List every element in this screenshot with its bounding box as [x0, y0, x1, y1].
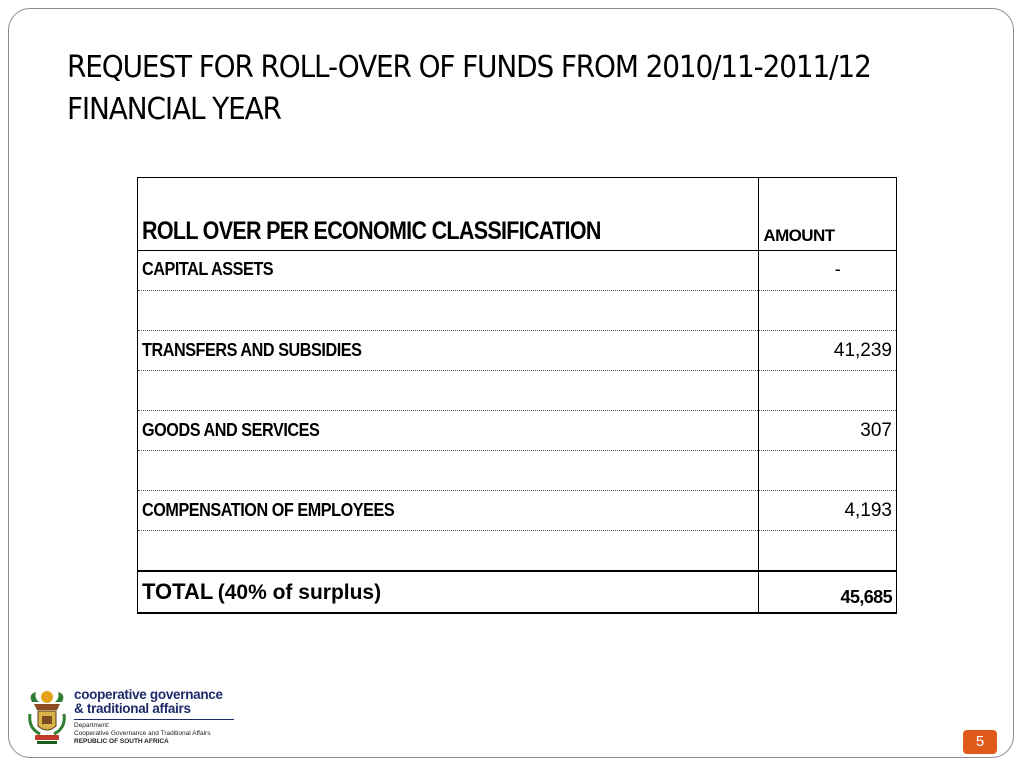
row-amount-compensation: 4,193	[844, 499, 892, 521]
row-amount-transfers: 41,239	[833, 339, 892, 361]
table-spacer-row	[138, 451, 897, 491]
table-header-row	[138, 178, 897, 251]
header-amount-cell	[759, 178, 897, 251]
slide	[8, 8, 1014, 758]
table-row	[138, 491, 897, 531]
row-amount-goods-services: 307	[860, 419, 892, 441]
row-label-transfers: TRANSFERS AND SUBSIDIES	[142, 340, 362, 360]
header-label-cell	[138, 178, 759, 251]
header-amount: AMOUNT	[763, 226, 835, 245]
table-row	[138, 251, 897, 291]
slide-title: REQUEST FOR ROLL-OVER OF FUNDS FROM 2010/11-2011/12 FINANCIAL YEAR	[67, 50, 871, 127]
table-spacer-row	[138, 371, 897, 411]
row-label-compensation: COMPENSATION OF EMPLOYEES	[142, 500, 395, 520]
row-label-capital-assets: CAPITAL ASSETS	[142, 259, 274, 279]
total-note: (40% of surplus)	[217, 580, 382, 604]
total-amount: 45,685	[840, 586, 892, 607]
coat-of-arms-icon	[26, 688, 68, 746]
row-amount-capital-assets: -	[834, 259, 841, 279]
logo-dept-name: Cooperative Governance and Traditional Affairs	[74, 730, 211, 737]
logo-country: REPUBLIC OF SOUTH AFRICA	[74, 738, 169, 745]
table-spacer-row	[138, 291, 897, 331]
total-label: TOTAL	[142, 578, 214, 604]
logo-line-2: & traditional affairs	[74, 701, 191, 716]
page-number-badge: 5	[963, 730, 997, 754]
logo-dept-label: Department:	[74, 722, 110, 729]
table-row	[138, 331, 897, 371]
logo-divider	[74, 719, 234, 720]
department-logo	[26, 688, 256, 748]
header-label: ROLL OVER PER ECONOMIC CLASSIFICATION	[142, 217, 601, 245]
table-spacer-row	[138, 531, 897, 571]
rollover-table	[137, 177, 897, 614]
table-total-row	[138, 571, 897, 613]
logo-text	[74, 688, 234, 746]
row-label-goods-services: GOODS AND SERVICES	[142, 420, 320, 440]
logo-line-1: cooperative governance	[74, 687, 223, 702]
table-row	[138, 411, 897, 451]
